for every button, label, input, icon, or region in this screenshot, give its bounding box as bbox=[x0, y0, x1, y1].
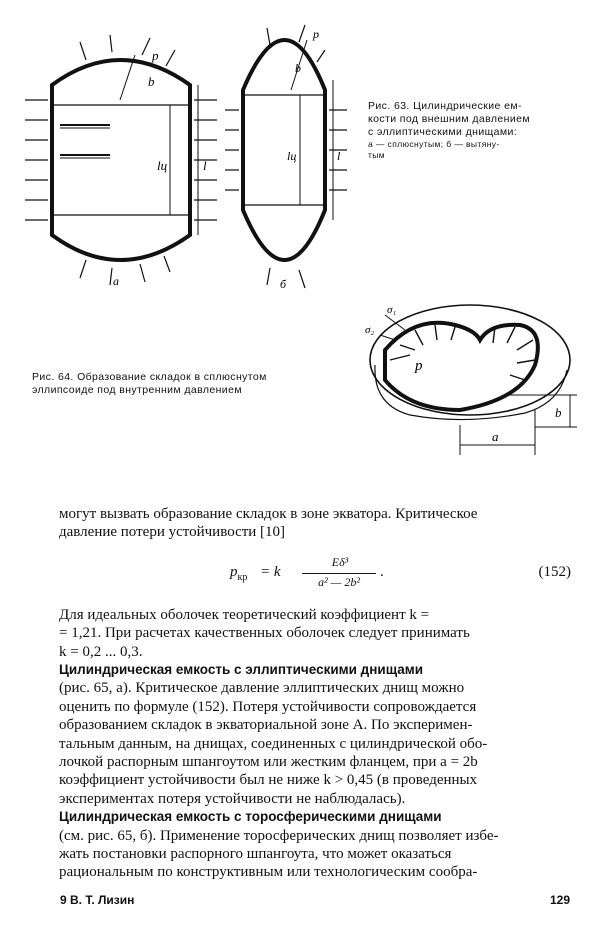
footer-signature: 9 В. Т. Лизин bbox=[60, 893, 135, 907]
caption-subline: тым bbox=[368, 150, 386, 160]
caption-line: Рис. 64. Образование складок в сплюснутом bbox=[32, 371, 267, 383]
figure-63a bbox=[20, 30, 235, 295]
caption-line: с эллиптическими днищами: bbox=[368, 126, 518, 138]
formula-numerator: Eδ³ bbox=[331, 555, 349, 569]
dim-label-l-2: l bbox=[337, 149, 341, 163]
sigma2-label: σ₂ bbox=[365, 324, 375, 336]
text-line: образованием складок в экваториальной зоне A. По эксперимен- bbox=[59, 717, 473, 734]
text-line: k = 0,2 ... 0,3. bbox=[59, 643, 143, 660]
caption-line: эллипсоиде под внутренним давлением bbox=[32, 384, 242, 396]
dim-label-l: l bbox=[203, 158, 207, 173]
text-line: могут вызвать образование складок в зоне экватора. Критическое bbox=[59, 506, 478, 522]
page-number: 129 bbox=[549, 893, 570, 907]
caption-line: Рис. 63. Цилиндрические ем- bbox=[368, 100, 522, 112]
dim-label-b-3: b bbox=[555, 405, 562, 420]
formula-equals: = k bbox=[260, 564, 281, 580]
paragraph-1 bbox=[59, 505, 571, 542]
figure-label-a: а bbox=[113, 274, 119, 288]
section-cylindrical-elliptic bbox=[59, 661, 571, 882]
figure-64-caption bbox=[32, 371, 352, 397]
dim-label-a: a bbox=[492, 429, 499, 444]
formula-fraction-bar bbox=[302, 573, 376, 574]
pressure-label-p-3: p bbox=[415, 358, 423, 374]
formula-152 bbox=[230, 555, 575, 595]
text-line: (рис. 65, а). Критическое давление эллиптических днищ можно bbox=[59, 680, 465, 697]
text-line: Для идеальных оболочек теоретический коэффициент k = bbox=[59, 607, 430, 623]
text-line: тальным данным, на днищах, соединенных с цилиндрической обо- bbox=[59, 735, 488, 752]
caption-subline: а — сплюснутым; б — вытяну- bbox=[368, 139, 500, 149]
formula-number: (152) bbox=[538, 564, 571, 580]
formula-lhs: $p_{кр}$ bbox=[230, 564, 248, 583]
text-line: экспериментах потеря устойчивости не наблюдалась). bbox=[59, 790, 406, 807]
text-line: = 1,21. При расчетах качественных оболочек следует принимать bbox=[59, 625, 470, 642]
dim-label-lu-2: lц bbox=[287, 149, 297, 163]
paragraph-2 bbox=[59, 606, 571, 661]
pressure-label-p: p bbox=[152, 48, 159, 63]
formula-trail: . bbox=[380, 564, 384, 580]
text-line: рациональным по конструктивным или технологическим сообра- bbox=[59, 864, 478, 881]
section-heading: Цилиндрическая емкость с торосферическими днищами bbox=[59, 809, 442, 825]
text-line: лочкой распорным шпангоутом или жестким фланцем, при a = 2b bbox=[59, 754, 478, 771]
dim-label-lu: lц bbox=[157, 158, 168, 173]
figure-63-caption bbox=[368, 100, 583, 161]
figure-label-b: б bbox=[280, 277, 287, 291]
caption-line: кости под внешним давлением bbox=[368, 113, 530, 125]
figure-64 bbox=[355, 285, 585, 465]
text-line: жать постановки распорного шпангоута, что может оказаться bbox=[59, 846, 452, 863]
formula-denominator: a² — 2b² bbox=[318, 575, 360, 589]
text-line: (см. рис. 65, б). Применение торосферических днищ позволяет избе- bbox=[59, 827, 499, 844]
text-line: оценить по формуле (152). Потеря устойчивости сопровождается bbox=[59, 698, 477, 715]
text-line: давление потери устойчивости [10] bbox=[59, 524, 286, 541]
dim-label-b-2: b bbox=[295, 61, 301, 75]
text-line: коэффициент устойчивости был не ниже k > 0,45 (в проведенных bbox=[59, 772, 478, 789]
figure-63b bbox=[225, 20, 355, 295]
pressure-label-p-2: p bbox=[313, 27, 319, 41]
section-heading: Цилиндрическая емкость с эллиптическими днищами bbox=[59, 662, 424, 677]
sigma1-label: σ₁ bbox=[387, 304, 397, 316]
dim-label-b: b bbox=[148, 74, 155, 89]
